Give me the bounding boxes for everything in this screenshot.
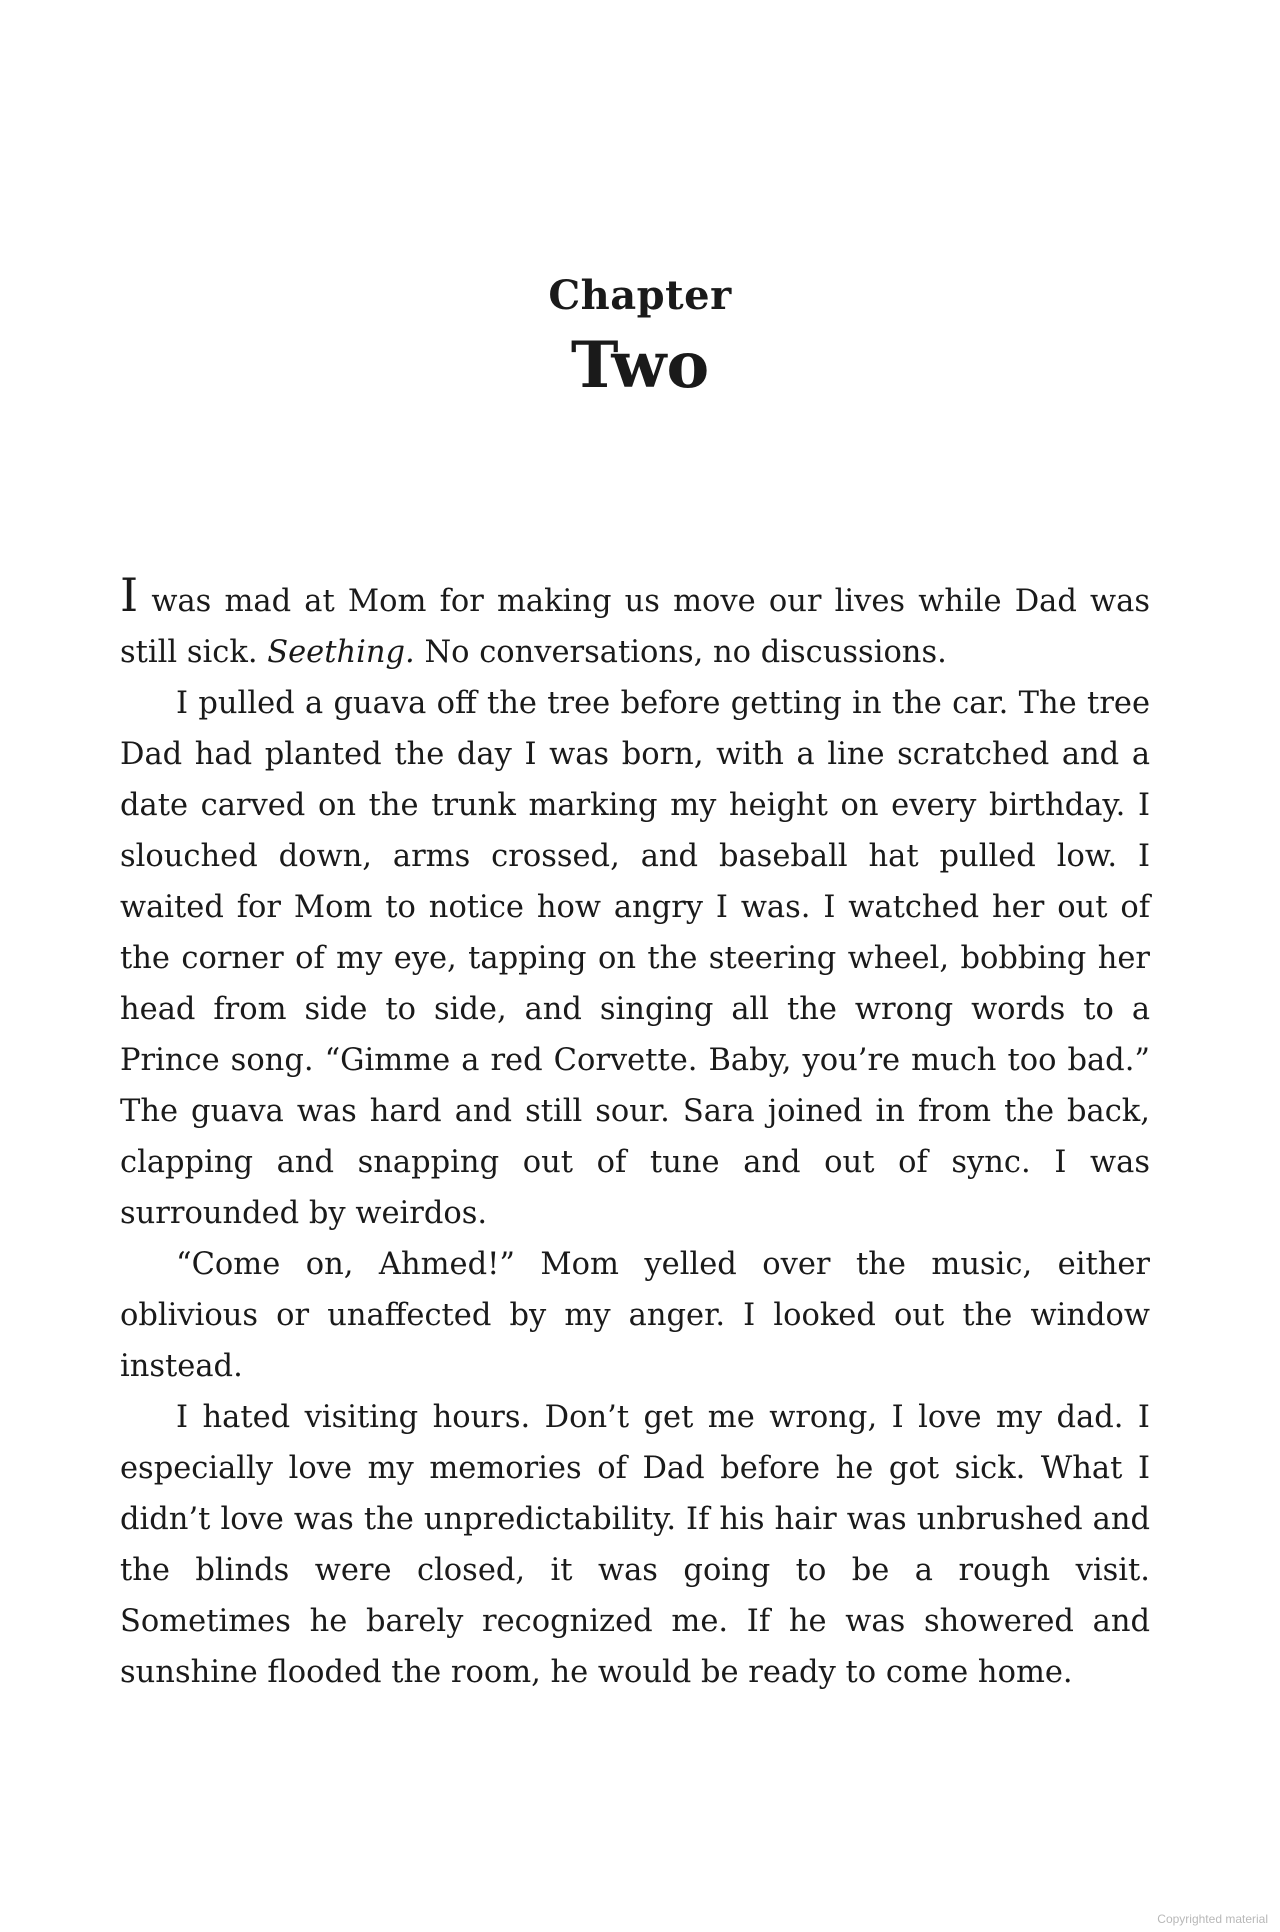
chapter-body: [120, 568, 1150, 1698]
paragraph-1-text-after: No conversations, no discussions.: [414, 635, 947, 670]
chapter-label: Chapter: [548, 272, 732, 319]
paragraph-2: I pulled a guava off the tree before getting in the car. The tree Dad had planted the day I was born, with a line scratched and a date carved on the trunk marking my height on every birthday. I slouched down, arms crossed, and baseball hat pulled low. I waited for Mom to notice how angry I was. I watched her out of the corner of my eye, tapping on the steering wheel, bobbing her head from side to side, and singing all the wrong words to a Prince song. “Gimme a red Corvette. Baby, you’re much too bad.” The guava was hard and still sour. Sara joined in from the back, clapping and snapping out of tune and out of sync. I was surrounded by weirdos.: [120, 686, 1150, 1231]
chapter-number: Two: [570, 328, 710, 403]
initial-letter: I: [120, 568, 139, 622]
paragraph-1: [120, 568, 1150, 678]
chapter-heading: [0, 272, 1280, 406]
paragraph-1-text-before: was mad at Mom for making us move our lives while Dad was still sick.: [120, 584, 1150, 670]
paragraph-4: I hated visiting hours. Don’t get me wrong, I love my dad. I especially love my memories of Dad before he got sick. What I didn’t love was the unpredictability. If his hair was unbrushed and the blinds were closed, it was going to be a rough visit. Sometimes he barely recognized me. If he was showered and sunshine flooded the room, he would be ready to come home.: [120, 1400, 1150, 1690]
copyright-notice: Copyrighted material: [1157, 1912, 1268, 1926]
paragraph-3: “Come on, Ahmed!” Mom yelled over the music, either oblivious or unaffected by my anger. I looked out the window instead.: [120, 1247, 1150, 1384]
paragraph-1-emphasis: Seething.: [267, 635, 415, 670]
